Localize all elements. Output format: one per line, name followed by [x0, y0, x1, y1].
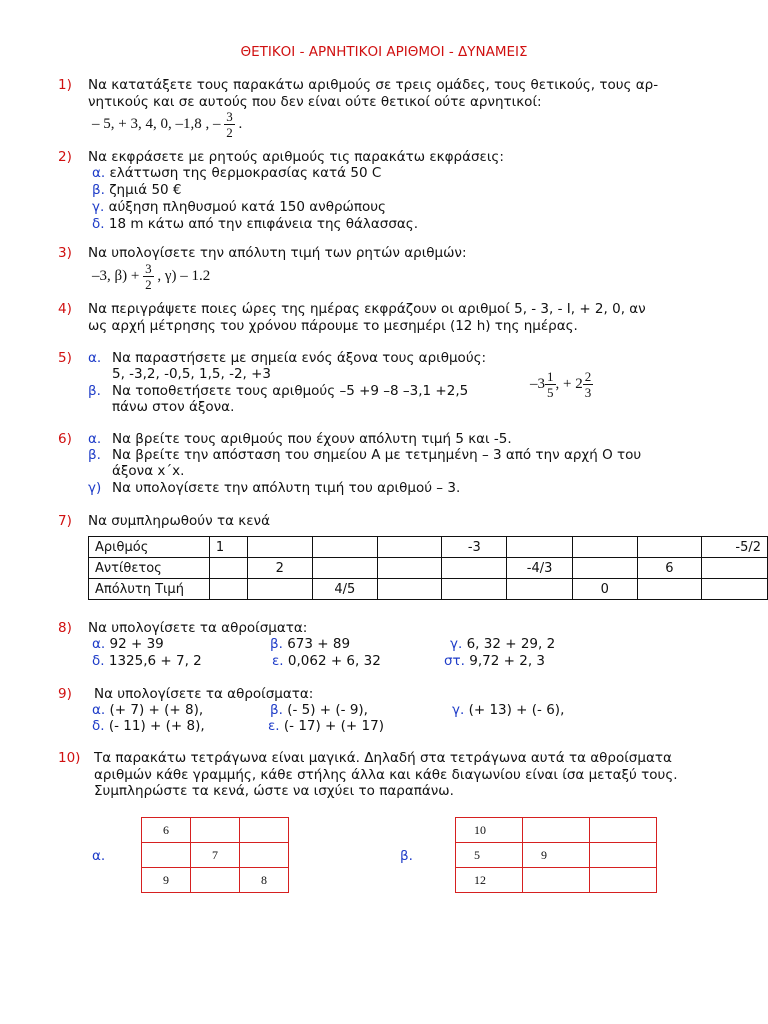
q2-number: 2) — [58, 149, 72, 165]
list-item — [92, 165, 418, 182]
q5-a-line2: 5, -3,2, -0,5, 1,5, -2, +3 — [112, 366, 272, 382]
q8-item-a — [92, 636, 164, 652]
magic-square-b — [455, 817, 657, 893]
square-cell — [590, 818, 657, 843]
magic-square-a — [141, 817, 289, 893]
q1-number: 1) — [58, 77, 72, 93]
square-row — [456, 818, 657, 843]
item-text: ελάττωση της θερμοκρασίας κατά 50 C — [109, 165, 382, 181]
q1-frac-den: 2 — [226, 125, 233, 140]
q5-f1-num: 1 — [547, 369, 554, 384]
q1-tail: . — [238, 115, 243, 132]
q3-fraction — [143, 262, 154, 291]
q5-f2-num: 2 — [584, 369, 592, 384]
table-cell — [702, 579, 768, 600]
table-cell: 1 — [209, 537, 247, 558]
q6-c-label: γ) — [88, 480, 102, 496]
q4-number: 4) — [58, 301, 72, 317]
item-label: στ. — [444, 653, 465, 669]
item-label: β. — [270, 636, 283, 652]
square-cell — [191, 818, 240, 843]
q7-number: 7) — [58, 513, 72, 529]
square-cell — [142, 843, 191, 868]
q10-number: 10) — [58, 750, 81, 766]
q5-fraction-2 — [583, 370, 594, 399]
q1-line2: νητικούς και σε αυτούς που δεν είναι ούτε θετικοί ούτε αρνητικοί: — [88, 94, 542, 110]
q5-f1-whole: –3 — [530, 375, 545, 392]
q3-frac-den: 2 — [145, 277, 152, 292]
q9-number: 9) — [58, 686, 72, 702]
q5-fraction-1 — [545, 370, 556, 399]
row-header: Αντίθετος — [89, 558, 210, 579]
square-cell — [523, 818, 590, 843]
table-cell: 0 — [572, 579, 637, 600]
item-text: 92 + 39 — [109, 636, 164, 652]
q3-expression — [92, 262, 210, 291]
table-cell — [507, 579, 573, 600]
item-text: (- 11) + (+ 8), — [108, 718, 205, 734]
square-cell — [523, 868, 590, 893]
q5-b-line1: Να τοποθετήσετε τους αριθμούς –5 +9 –8 –3,1 +2,5 — [112, 383, 469, 399]
q6-a-text: Να βρείτε τους αριθμούς που έχουν απόλυτη τιμή 5 και -5. — [112, 431, 512, 447]
table-cell — [442, 558, 507, 579]
item-label: β. — [92, 182, 105, 198]
table-cell — [312, 558, 377, 579]
item-text: 6, 32 + 29, 2 — [466, 636, 556, 652]
q6-b-label: β. — [88, 447, 101, 463]
q8-number: 8) — [58, 620, 72, 636]
q9-item-c — [452, 702, 564, 718]
square-cell: 9 — [142, 868, 191, 893]
q4-line2: ως αρχή μέτρησης του χρόνου πάρουμε το μεσημέρι (12 h) της ημέρας. — [88, 318, 578, 334]
table-cell — [209, 558, 247, 579]
item-label: α. — [92, 636, 106, 652]
q10-line1: Τα παρακάτω τετράγωνα είναι μαγικά. Δηλαδή στα τετράγωνα αυτά τα αθροίσματα — [94, 750, 672, 766]
q10-b-label: β. — [400, 848, 413, 864]
square-cell: 9 — [523, 843, 590, 868]
table-cell — [247, 537, 312, 558]
row-header: Αριθμός — [89, 537, 210, 558]
square-cell: 6 — [142, 818, 191, 843]
square-row — [142, 818, 289, 843]
item-text: (+ 7) + (+ 8), — [109, 702, 204, 718]
q9-item-a — [92, 702, 203, 718]
q5-a-line1: Να παραστήσετε με σημεία ενός άξονα τους αριθμούς: — [112, 350, 487, 366]
table-cell: 6 — [637, 558, 702, 579]
table-cell — [507, 537, 573, 558]
q8-item-b — [270, 636, 350, 652]
table-cell — [209, 579, 247, 600]
square-cell — [590, 868, 657, 893]
square-cell: 8 — [240, 868, 289, 893]
q10-a-label: α. — [92, 848, 106, 864]
q1-frac-num: 3 — [226, 109, 233, 124]
page-title: ΘΕΤΙΚΟΙ - ΑΡΝΗΤΙΚΟΙ ΑΡΙΘΜΟΙ - ΔΥΝΑΜΕΙΣ — [240, 44, 528, 60]
square-cell — [240, 818, 289, 843]
table-cell: 2 — [247, 558, 312, 579]
item-label: δ. — [92, 216, 105, 232]
item-text: (- 17) + (+ 17) — [283, 718, 384, 734]
q7-intro: Να συμπληρωθούν τα κενά — [88, 513, 270, 529]
item-text: (+ 13) + (- 6), — [468, 702, 565, 718]
table-cell — [312, 537, 377, 558]
q1-numbers — [92, 110, 242, 139]
square-row — [142, 868, 289, 893]
q5-f2-den: 3 — [584, 385, 592, 400]
item-label: α. — [92, 702, 106, 718]
table-cell — [637, 579, 702, 600]
q6-b-line1: Να βρείτε την απόσταση του σημείου Α με τετμημένη – 3 από την αρχή Ο του — [112, 447, 642, 463]
q5-f2-whole: , + 2 — [555, 375, 583, 392]
item-text: (- 5) + (- 9), — [287, 702, 368, 718]
table-cell: 4/5 — [312, 579, 377, 600]
q9-item-e — [268, 718, 384, 734]
item-text: 0,062 + 6, 32 — [287, 653, 381, 669]
q5-b-label: β. — [88, 383, 101, 399]
square-cell: 10 — [456, 818, 523, 843]
table-cell — [378, 537, 442, 558]
table-cell: -5/2 — [702, 537, 768, 558]
table-row — [89, 537, 768, 558]
square-cell — [240, 843, 289, 868]
list-item — [92, 182, 418, 199]
table-cell — [637, 537, 702, 558]
q3-intro: Να υπολογίσετε την απόλυτη τιμή των ρητών αριθμών: — [88, 245, 467, 261]
row-header: Απόλυτη Τιμή — [89, 579, 210, 600]
list-item — [92, 199, 418, 216]
q2-intro: Να εκφράσετε με ρητούς αριθμούς τις παρακάτω εκφράσεις: — [88, 149, 504, 165]
q3-number: 3) — [58, 245, 72, 261]
q8-intro: Να υπολογίσετε τα αθροίσματα: — [88, 620, 308, 636]
item-label: γ. — [92, 199, 105, 215]
q6-number: 6) — [58, 431, 72, 447]
list-item — [92, 216, 418, 233]
q8-item-c — [450, 636, 555, 652]
item-label: γ. — [452, 702, 465, 718]
q8-item-f — [444, 653, 545, 669]
q9-item-b — [270, 702, 368, 718]
table-cell — [572, 558, 637, 579]
q3-expr-b: , γ) – 1.2 — [157, 267, 211, 284]
q5-f1-den: 5 — [547, 385, 554, 400]
q10-line2: αριθμών κάθε γραμμής, κάθε στήλης άλλα και κάθε διαγωνίου είναι ίσα μεταξύ τους. — [94, 767, 678, 783]
q8-item-d — [92, 653, 202, 669]
q1-numbers-list: – 5, + 3, 4, 0, –1,8 , – — [92, 115, 221, 132]
fill-in-table — [88, 536, 768, 600]
item-text: 673 + 89 — [287, 636, 351, 652]
table-cell: -3 — [442, 537, 507, 558]
table-cell — [702, 558, 768, 579]
q1-line1: Να κατατάξετε τους παρακάτω αριθμούς σε τρεις ομάδες, τους θετικούς, τους αρ- — [88, 77, 659, 93]
q1-fraction — [224, 110, 235, 139]
table-cell: -4/3 — [507, 558, 573, 579]
item-text: αύξηση πληθυσμού κατά 150 ανθρώπους — [108, 199, 386, 215]
item-text: 1325,6 + 7, 2 — [108, 653, 202, 669]
q3-frac-num: 3 — [145, 261, 152, 276]
square-cell: 7 — [191, 843, 240, 868]
item-label: ε. — [268, 718, 280, 734]
table-cell — [378, 558, 442, 579]
q5-fractions — [530, 370, 593, 399]
square-cell: 12 — [456, 868, 523, 893]
table-row — [89, 558, 768, 579]
square-cell: 5 — [456, 843, 523, 868]
table-row — [89, 579, 768, 600]
square-row — [142, 843, 289, 868]
item-label: ε. — [272, 653, 284, 669]
q5-number: 5) — [58, 350, 72, 366]
table-cell — [378, 579, 442, 600]
q9-item-d — [92, 718, 205, 734]
q9-intro: Να υπολογίσετε τα αθροίσματα: — [94, 686, 314, 702]
table-cell — [442, 579, 507, 600]
item-text: 18 m κάτω από την επιφάνεια της θάλασσας. — [108, 216, 419, 232]
table-cell — [572, 537, 637, 558]
q3-expr-a: –3, β) + — [92, 267, 140, 284]
q2-list — [92, 165, 418, 233]
q6-b-line2: άξονα x΄x. — [112, 463, 185, 479]
item-label: α. — [92, 165, 106, 181]
item-label: δ. — [92, 653, 105, 669]
q6-c-text: Να υπολογίσετε την απόλυτη τιμή του αριθμού – 3. — [112, 480, 461, 496]
q5-b-line2: πάνω στον άξονα. — [112, 399, 235, 415]
item-text: 9,72 + 2, 3 — [469, 653, 545, 669]
square-row — [456, 843, 657, 868]
q8-item-e — [272, 653, 381, 669]
item-text: ζημιά 50 € — [109, 182, 182, 198]
item-label: γ. — [450, 636, 463, 652]
table-cell — [247, 579, 312, 600]
item-label: δ. — [92, 718, 105, 734]
item-label: β. — [270, 702, 283, 718]
q4-line1: Να περιγράψετε ποιες ώρες της ημέρας εκφράζουν οι αριθμοί 5, - 3, - I, + 2, 0, αν — [88, 301, 646, 317]
q10-line3: Συμπληρώστε τα κενά, ώστε να ισχύει το παραπάνω. — [94, 783, 454, 799]
square-row — [456, 868, 657, 893]
square-cell — [590, 843, 657, 868]
q6-a-label: α. — [88, 431, 102, 447]
q5-a-label: α. — [88, 350, 102, 366]
square-cell — [191, 868, 240, 893]
